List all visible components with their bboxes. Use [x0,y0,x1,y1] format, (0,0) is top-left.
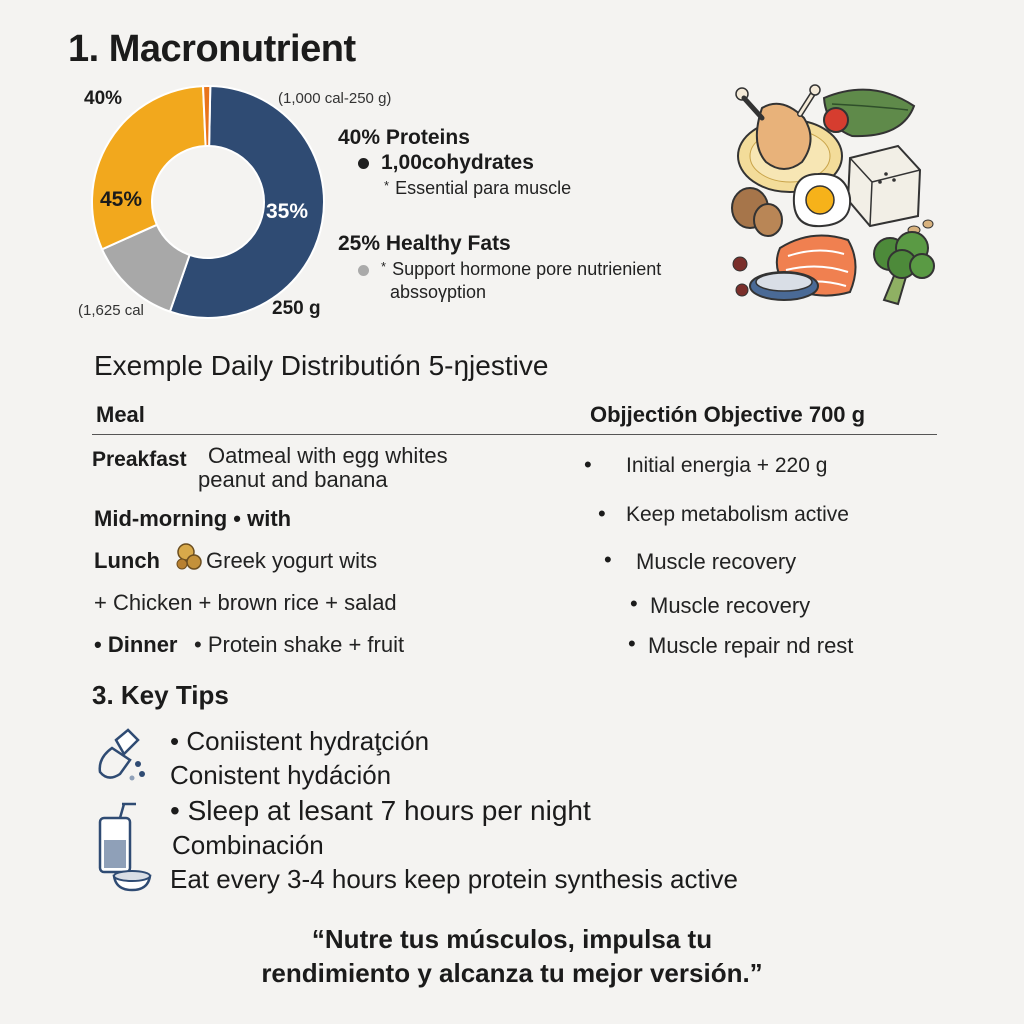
water-bottle-icon [94,726,156,793]
spinach-icon [824,90,914,136]
legend-carbs [358,151,534,175]
row-bullet: • [628,631,636,656]
column-meal-header: Meal [96,402,145,427]
legend-proteins: 40% Proteins [338,126,470,149]
row-desc-breakfast: Oatmeal with egg whites [208,443,448,468]
pie-label-35: 35% [266,200,309,223]
legend-fats-note-2: abssoγption [390,282,487,302]
nuts-icon [172,540,206,579]
legend-fats-note-text: Support hormone pore nutrienient [392,259,662,279]
row-meal-breakfast: Preakfast [92,448,187,471]
quote-line-1: “Nutre tus músculos, impulsa tu [311,924,713,954]
tip-item: Combinación [172,830,324,860]
row-desc-chicken: + Chicken + brown rice + salad [94,590,397,615]
broccoli-icon [874,232,934,304]
tip-item: • Coniistent hydraţción [170,726,430,756]
tip-item: • Sleep at lesant 7 hours per night [170,795,591,826]
row-objective-chicken: Muscle recovery [650,593,811,618]
page-title: 1. Macronutrient [68,28,356,70]
row-desc-lunch: Greek yogurt wits [206,548,378,573]
pie-annotation-bottom-right: 250 g [272,298,321,319]
legend-fats: 25% Healthy Fats [338,232,511,255]
row-bullet: • [630,591,638,616]
pie-annotation-top-left: 40% [84,88,123,109]
tips-heading: 3. Key Tips [92,680,229,710]
table-divider [92,434,937,435]
food-svg [722,78,944,314]
pie-annotation-bottom-left: (1,625 cal [78,302,144,319]
legend-fats-note [358,259,661,280]
tip-item: Conistent hydáción [170,760,392,790]
quote-line-2: rendimiento y alcanza tu mejor versión.” [261,958,763,988]
row-objective-dinner: Muscle repair nd rest [648,633,854,658]
shaker-bowl-icon [94,802,156,899]
row-objective-midmorning: Keep metabolism active [626,503,849,526]
star-icon: * [381,259,387,274]
row-desc-dinner: • Protein shake + fruit [194,632,405,657]
egg-icon [794,174,850,226]
legend-carbs-text: 1,00cohydrates [381,151,534,174]
row-bullet: • [598,501,606,526]
row-meal-lunch: Lunch [94,548,160,573]
row-objective-breakfast: Initial energia + 220 g [626,454,828,477]
tip-item: Eat every 3-4 hours keep protein synthesis active [170,864,738,894]
tuna-can-icon [750,272,818,300]
pie-annotation-top-right: (1,000 cal-250 g) [278,90,392,107]
row-meal-dinner: • Dinner [94,632,178,657]
column-objective-header: Objjectión Objective 700 g [590,402,866,427]
pie-label-45: 45% [100,188,143,211]
distribution-heading: Exemple Daily Distributión 5-ŋjestive [94,350,549,381]
row-desc2-breakfast: peanut and banana [198,467,388,492]
food-illustration [722,78,944,314]
row-objective-lunch: Muscle recovery [636,549,797,574]
row-meal-midmorning: Mid-morning • with [94,506,292,531]
pie-slice-2 [92,86,206,249]
tofu-icon [848,146,920,226]
legend-dot-dark [358,158,369,169]
star-icon: * [384,178,390,193]
legend-dot-gray [358,265,369,276]
legend-carbs-note-text: Essential para muscle [395,178,572,198]
row-bullet: • [604,547,612,572]
legend-carbs-note [384,178,571,199]
row-bullet: • [584,452,592,477]
